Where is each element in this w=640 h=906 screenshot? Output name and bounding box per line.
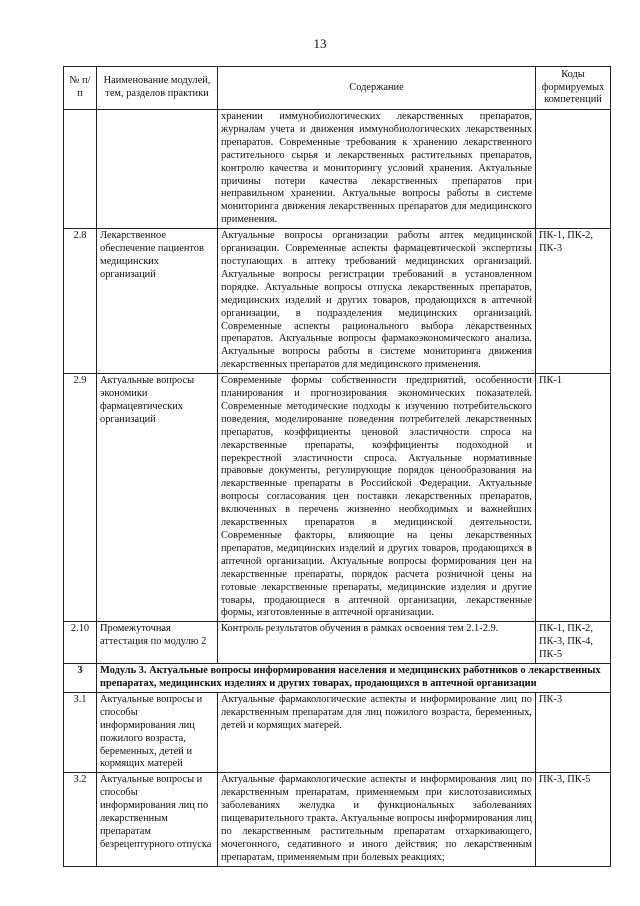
page-number: 13 [313, 36, 327, 51]
table-row [64, 374, 611, 622]
row-name [97, 110, 218, 229]
module-title: Модуль 3. Актуальные вопросы информирования населения и медицинских работников о лекарственных препаратах, медицинских изделиях и других товарах, продающихся в аптечной организации [97, 664, 611, 693]
row-name: Промежуточная аттестация по модулю 2 [97, 622, 218, 664]
row-content: Современные формы собственности предприятий, особенности планирования и прогнозирования экономических показателей. Современные методические подходы к изучению потребительского поведения, моделирование поведения потребителей лекарственных препаратов, коэффициенты ценовой эластичности спроса на лекарственные препараты, коэффициенты подоходной и перекрестной эластичности спроса. Актуальные нормативные правовые документы, регулирующие порядок ценообразования на лекарственные препараты в Российской Федерации. Актуальные вопросы согласования цен поставки лекарственных препаратов, включенных в перечень жизненно необходимых и важнейших лекарственных препаратов в медицинской деятельности. Современные факторы, влияющие на цены лекарственных препаратов, медицинских изделий и других товаров, продающихся в аптечной организации. Актуальные вопросы формирования цен на лекарственные препараты, порядок расчета розничной цены на готовые лекарственные препараты, медицинские изделия и другие товары, продающиеся в аптечной организации, лекарственные формы, изготовленные в аптечной организации. [218, 374, 536, 622]
row-content: Актуальные вопросы организации работы аптек медицинской организации. Современные аспекты фармацевтической экспертизы поступающих в аптеку требований медицинских организаций. Актуальные вопросы регистрации требований в установленном порядке. Актуальные вопросы отпуска лекарственных препаратов, медицинских изделий и других товаров, продающихся в аптечной организации, в подразделения медицинских организаций. Современные аспекты рационального выбора лекарственных препаратов. Актуальные вопросы фармакоэкономического анализа. Актуальные вопросы работы в системе мониторинга движения лекарственных препаратов для медицинского применения. [218, 229, 536, 374]
row-codes: ПК-3, ПК-5 [536, 773, 611, 866]
row-num: 2.8 [64, 229, 97, 374]
row-codes: ПК-1 [536, 374, 611, 622]
row-name: Актуальные вопросы экономики фармацевтических организаций [97, 374, 218, 622]
table-row [64, 692, 611, 772]
row-num: 2.9 [64, 374, 97, 622]
header-content: Содержание [218, 67, 536, 110]
table-row [64, 773, 611, 866]
row-content: хранении иммунобиологических лекарственных препаратов, журналам учета и движения иммунобиологических лекарственных препаратов. Современные требования к хранению лекарственного растительного сырья и лекарственных растительных препаратов, контролю качества и мониторингу условий хранения. Актуальные причины потери качества лекарственных препаратов при неправильном хранении. Актуальные вопросы работы в системе мониторинга движения лекарственных препаратов для медицинского применения. [218, 110, 536, 229]
row-name: Лекарственное обеспечение пациентов медицинских организаций [97, 229, 218, 374]
module-num: 3 [64, 664, 97, 693]
row-name: Актуальные вопросы и способы информирования лиц по лекарственным препаратам безрецептурного отпуска [97, 773, 218, 866]
row-content: Актуальные фармакологические аспекты и информирования лиц по лекарственным препаратам, применяемым при кислотозависимых заболеваниях желудка и функциональных заболеваниях пищеварительного тракта. Актуальные вопросы информирования лиц по лекарственным растительным препаратам отхаркивающего, мочегонного, седативного и иного действия; по лекарственным препаратам, применяемым при болевых реакциях; [218, 773, 536, 866]
row-num [64, 110, 97, 229]
header-num: № п/п [64, 67, 97, 110]
row-num: 3.1 [64, 692, 97, 772]
table-row [64, 229, 611, 374]
row-content: Контроль результатов обучения в рамках освоения тем 2.1-2.9. [218, 622, 536, 664]
row-num: 3.2 [64, 773, 97, 866]
module-header-row [64, 664, 611, 693]
row-name: Актуальные вопросы и способы информирования лиц пожилого возраста, беременных, детей и кормящих матерей [97, 692, 218, 772]
row-codes: ПК-1, ПК-2, ПК-3 [536, 229, 611, 374]
table-row [64, 110, 611, 229]
table-header-row [64, 67, 611, 110]
row-codes [536, 110, 611, 229]
curriculum-table [63, 66, 611, 867]
header-codes: Коды формируемых компетенций [536, 67, 611, 110]
row-codes: ПК-3 [536, 692, 611, 772]
table-row [64, 622, 611, 664]
row-content: Актуальные фармакологические аспекты и информирование лиц по лекарственным препаратам для лиц пожилого возраста, беременных, детей и кормящих матерей. [218, 692, 536, 772]
row-codes: ПК-1, ПК-2, ПК-3, ПК-4, ПК-5 [536, 622, 611, 664]
row-num: 2.10 [64, 622, 97, 664]
header-name: Наименование модулей, тем, разделов практики [97, 67, 218, 110]
